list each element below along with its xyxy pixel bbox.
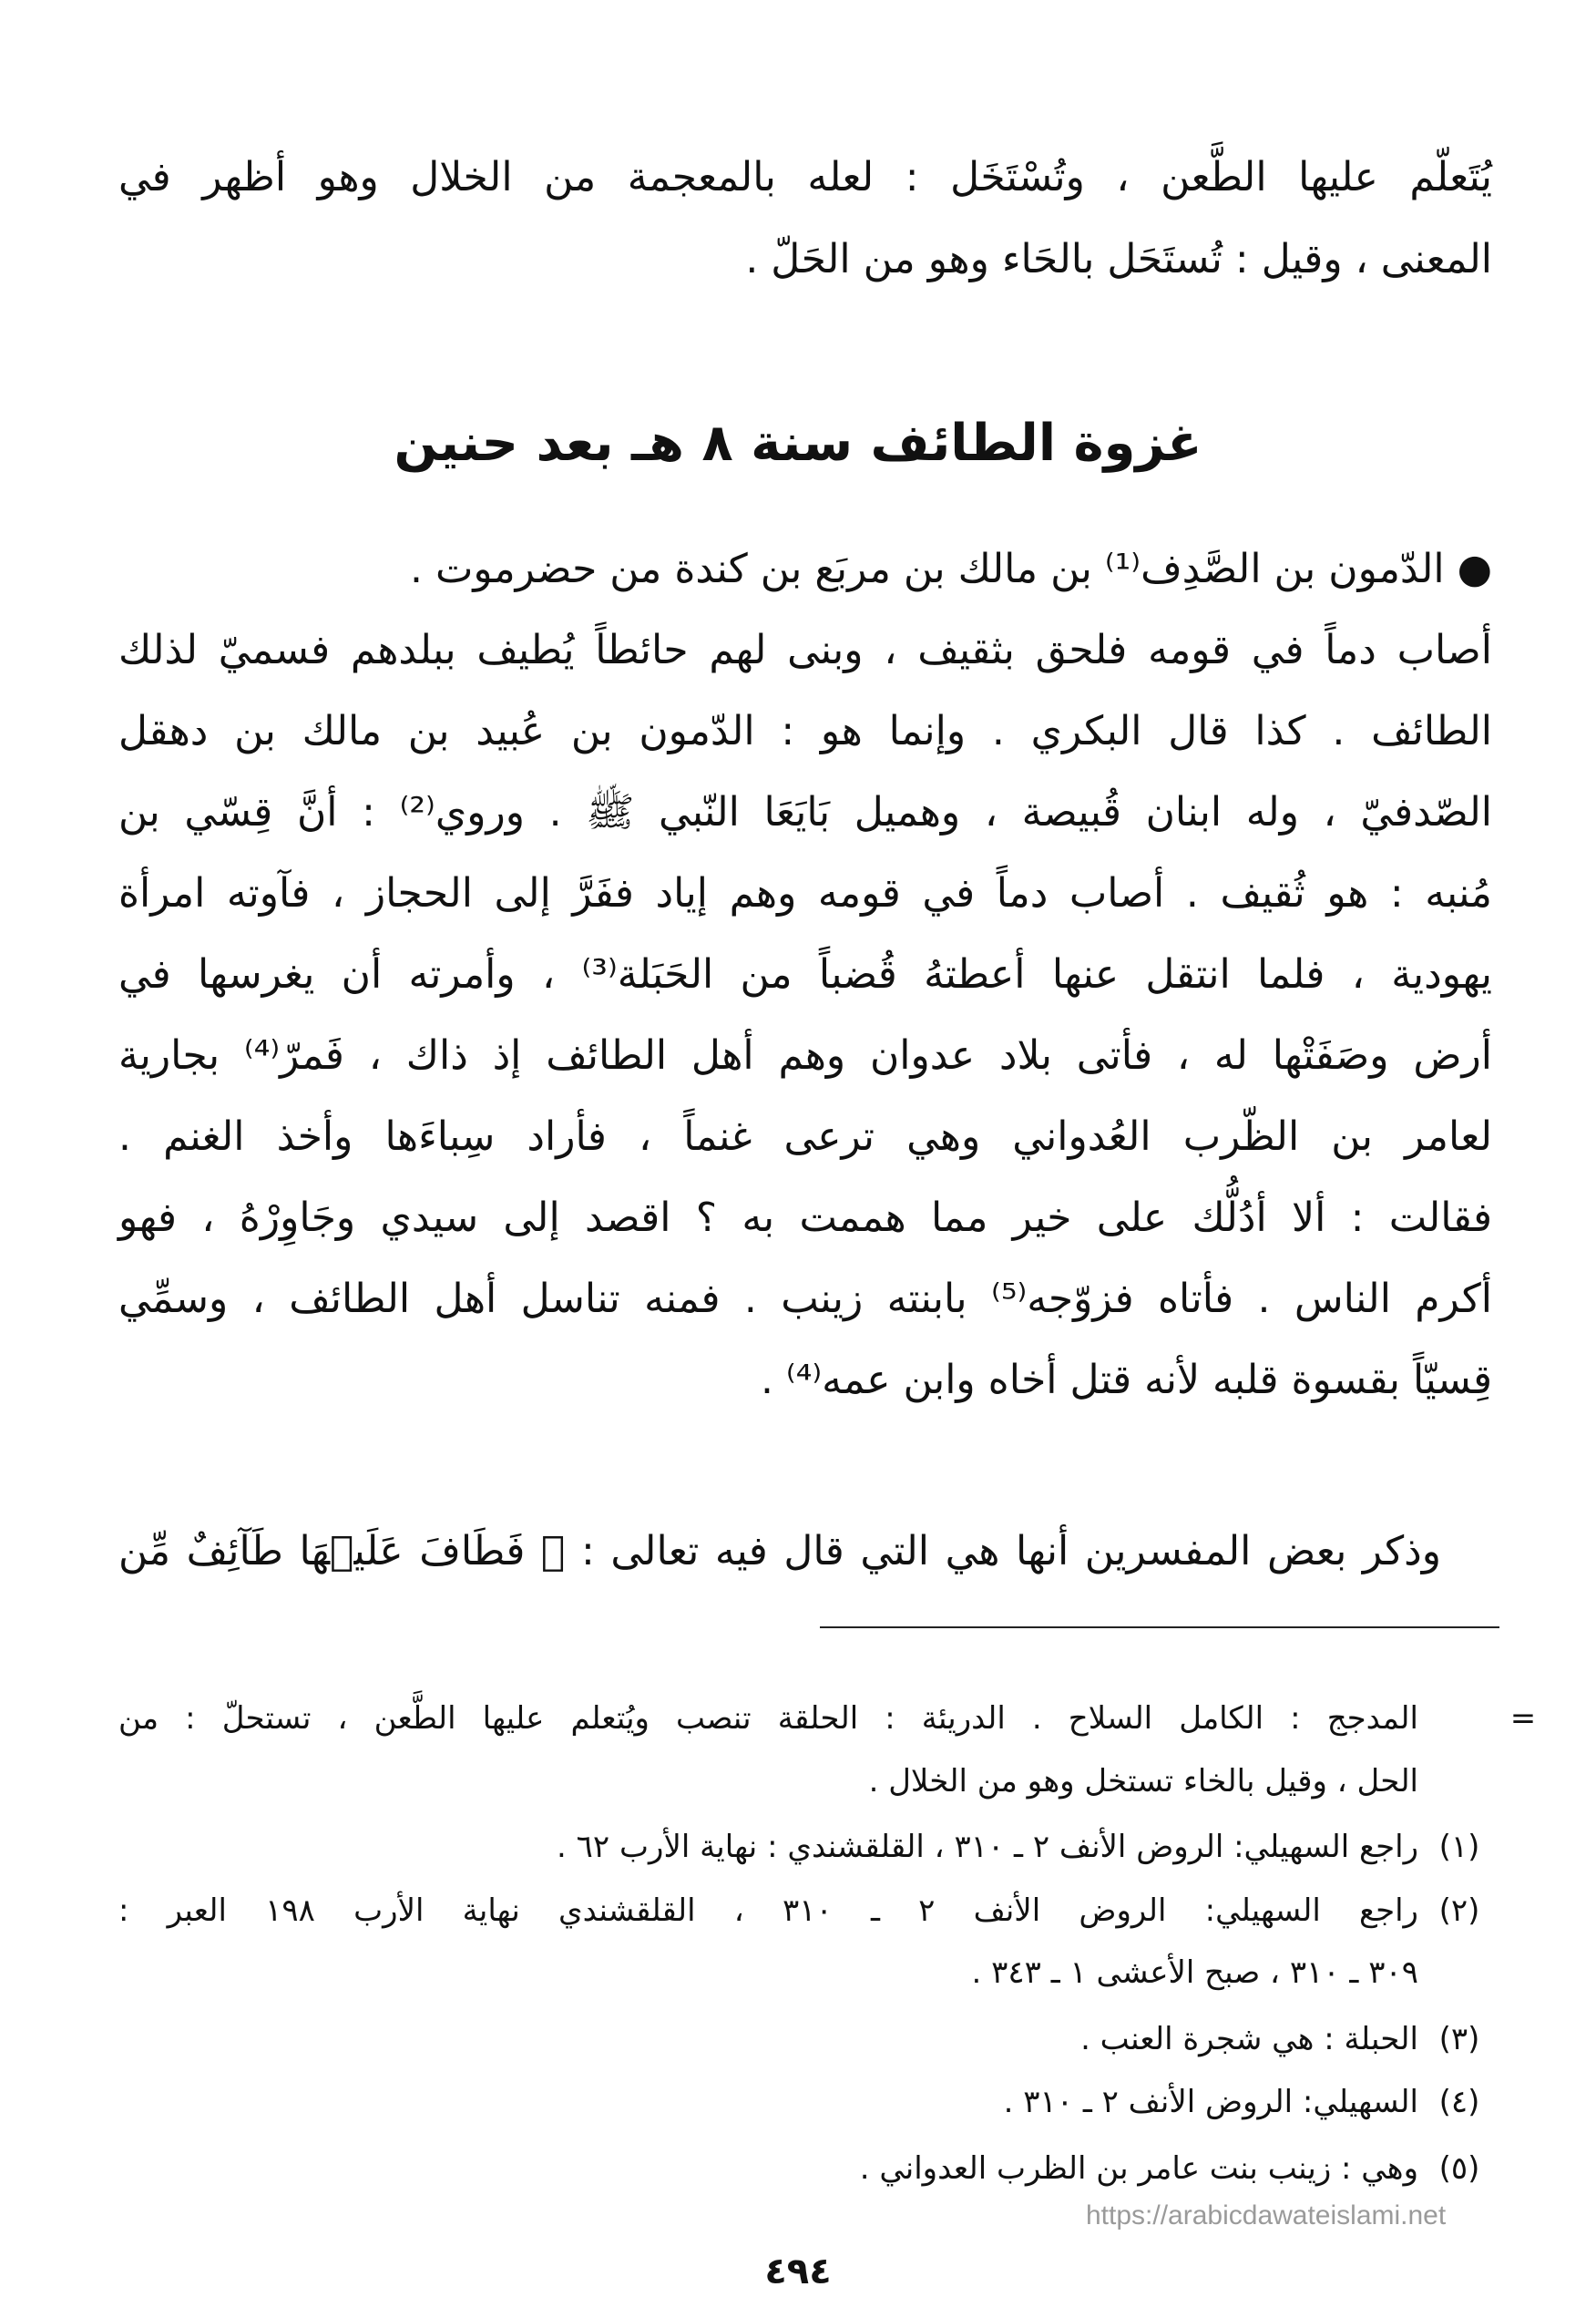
footnote-text: ٣٠٩ ـ ٣١٠ ، صبح الأعشى ١ ـ ٣٤٣ . bbox=[971, 1954, 1418, 1991]
body-line: الطائف . كذا قال البكري . وإنما هو : الدّمون بن عُبيد بن مالك بن دهقل bbox=[118, 708, 1492, 754]
footnote-text: وهي : زينب بنت عامر بن الظرب العدواني . bbox=[859, 2150, 1418, 2187]
footnote-number: (٢) bbox=[1438, 1892, 1480, 1929]
body-line: أرض وصَفَتْها له ، فأتى بلاد عدوان وهم أهل الطائف إذ ذاك ، فَمرّ⁽⁴⁾ بجارية bbox=[118, 1032, 1492, 1079]
body-line: لعامر بن الظّرب العُدواني وهي ترعى غنماً ، فأراد سِباءَها وأخذ الغنم . bbox=[118, 1113, 1492, 1160]
footnote-continuation-mark: = bbox=[1509, 1700, 1537, 1737]
body-line: فقالت : ألا أدُلُّك على خير مما هممت به ؟ اقصد إلى سيدي وجَاوِرْهُ ، فهو bbox=[118, 1195, 1492, 1241]
footnote-continuation-line: المدجج : الكامل السلاح . الدريئة : الحلقة تنصب ويُتعلم عليها الطَّعن ، تستحلّ : من bbox=[118, 1700, 1418, 1737]
body-line: أكرم الناس . فأتاه فزوّجه⁽⁵⁾ بابنته زينب . فمنه تناسل أهل الطائف ، وسمِّي bbox=[118, 1276, 1493, 1322]
body-line: الصّدفيّ ، وله ابنان قُبيصة ، وهميل بَايَعَا النّبي ﷺ . وروي⁽²⁾ : أنَّ قِسّي بن bbox=[118, 789, 1492, 836]
body-line: قِسيّاً بقسوة قلبه لأنه قتل أخاه وابن عمه⁽⁴⁾ . bbox=[760, 1357, 1492, 1403]
body-line: أصاب دماً في قومه فلحق بثقيف ، وبنى لهم حائطاً يُطيف ببلدهم فسميّ لذلك bbox=[118, 627, 1492, 673]
footnote-text: راجع السهيلي: الروض الأنف ٢ ـ ٣١٠ ، القلقشندي نهاية الأرب ١٩٨ العبر : bbox=[118, 1892, 1418, 1929]
footnote-number: (٥) bbox=[1438, 2150, 1480, 2187]
footnote-number: (٣) bbox=[1438, 2021, 1480, 2057]
footnote-text: الحبلة : هي شجرة العنب . bbox=[1080, 2021, 1418, 2057]
page-number: ٤٩٤ bbox=[764, 2251, 832, 2292]
top-paragraph-line: المعنى ، وقيل : تُستَحَل بالحَاء وهو من الحَلّ . bbox=[745, 236, 1492, 282]
body-line: يهودية ، فلما انتقل عنها أعطتهُ قُضباً من الحَبَلة⁽³⁾ ، وأمرته أن يغرسها في bbox=[118, 951, 1492, 998]
footnote-number: (١) bbox=[1438, 1829, 1480, 1865]
footnote-number: (٤) bbox=[1438, 2084, 1480, 2120]
footnote-separator bbox=[820, 1626, 1499, 1628]
footnote-text: السهيلي: الروض الأنف ٢ ـ ٣١٠ . bbox=[1003, 2084, 1418, 2120]
footnote-continuation-line: الحل ، وقيل بالخاء تستخل وهو من الخلال . bbox=[868, 1763, 1418, 1800]
body-line: مُنبه : هو ثُقيف . أصاب دماً في قومه وهم إياد ففَرَّ إلى الحجاز ، فآوته امرأة bbox=[118, 870, 1492, 917]
watermark-url: https://arabicdawateislami.net bbox=[1086, 2200, 1447, 2230]
body-line: ● الدّمون بن الصَّدِف⁽¹⁾ بن مالك بن مربَع بن كندة من حضرموت . bbox=[409, 546, 1492, 592]
section-heading: غزوة الطائف سنة ٨ هـ بعد حنين bbox=[394, 414, 1202, 473]
last-paragraph: وذكر بعض المفسرين أنها هي التي قال فيه تعالى : ﴿ فَطَافَ عَلَيۡهَا طَآئِفٌ مِّن bbox=[118, 1528, 1441, 1574]
footnote-text: راجع السهيلي: الروض الأنف ٢ ـ ٣١٠ ، القلقشندي : نهاية الأرب ٦٢ . bbox=[557, 1829, 1418, 1865]
top-paragraph-line: يُتَعلّم عليها الطَّعن ، وتُسْتَخَل : لعله بالمعجمة من الخلال وهو أظهر في bbox=[118, 154, 1492, 200]
